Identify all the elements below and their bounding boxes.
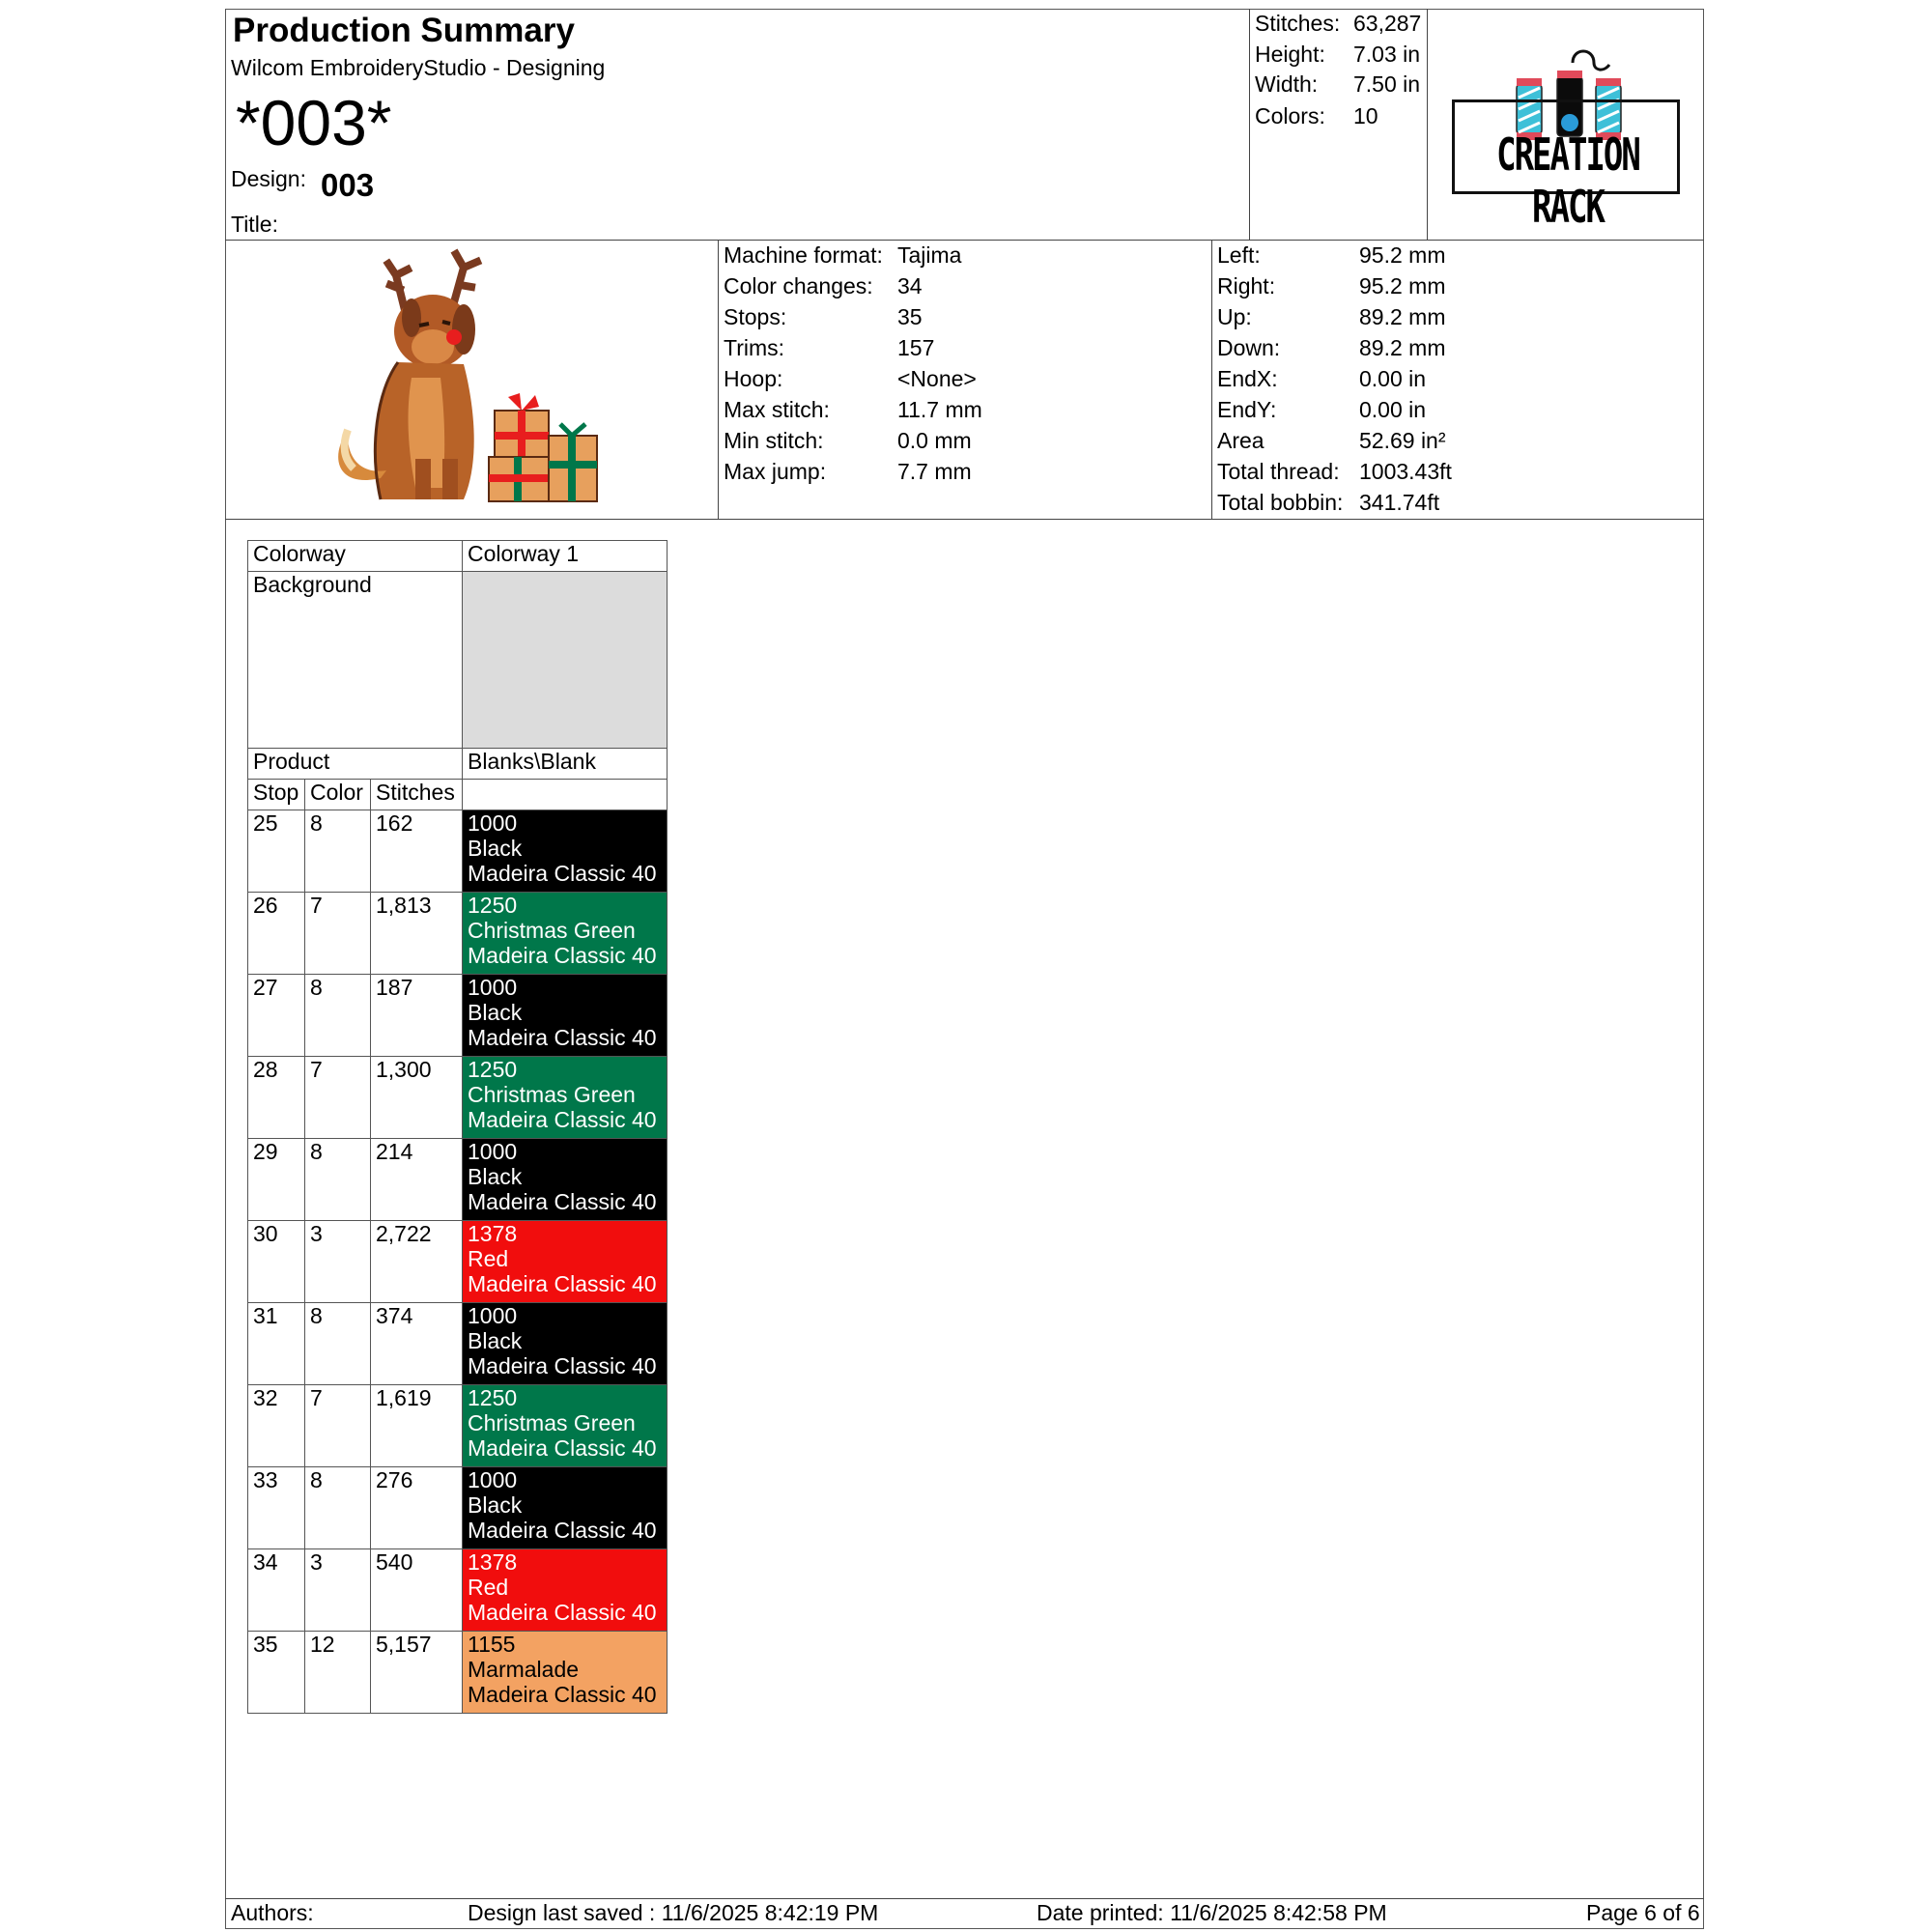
footer-authors: Authors: (231, 1900, 314, 1925)
thread-name: Black (468, 1328, 523, 1353)
col-thread-header (463, 780, 668, 810)
thread-swatch (463, 1385, 668, 1467)
background-label: Background (248, 572, 463, 749)
machine-label: Min stitch: (724, 428, 824, 453)
machine-value: 11.7 mm (897, 397, 982, 422)
creation-rack-logo (1449, 43, 1687, 234)
thread-swatch (463, 893, 668, 975)
stop-number: 29 (248, 1139, 305, 1221)
color-number: 8 (305, 975, 371, 1057)
thread-swatch (463, 1303, 668, 1385)
stop-number: 30 (248, 1221, 305, 1303)
thread-brand: Madeira Classic 40 (468, 1271, 657, 1296)
stop-row (248, 975, 668, 1057)
thread-name: Christmas Green (468, 1410, 636, 1435)
thread-brand: Madeira Classic 40 (468, 943, 657, 968)
stop-number: 33 (248, 1467, 305, 1549)
machine-label: Hoop: (724, 366, 783, 391)
thread-swatch (463, 1467, 668, 1549)
color-number: 8 (305, 810, 371, 893)
footer-date-printed: Date printed: 11/6/2025 8:42:58 PM (1037, 1900, 1387, 1925)
stop-row (248, 1221, 668, 1303)
product-value: Blanks\Blank (463, 749, 668, 780)
machine-value: Tajima (897, 242, 962, 268)
stop-number: 32 (248, 1385, 305, 1467)
footer-divider (225, 1898, 1704, 1899)
stop-row (248, 1139, 668, 1221)
app-name: Wilcom EmbroideryStudio - Designing (231, 55, 606, 80)
thread-brand: Madeira Classic 40 (468, 1353, 657, 1378)
extent-value: 95.2 mm (1359, 242, 1446, 268)
col-color-header: Color (305, 780, 371, 810)
extent-label: Left: (1217, 242, 1261, 268)
machine-label: Stops: (724, 304, 787, 329)
thread-swatch (463, 810, 668, 893)
stitch-count: 187 (371, 975, 463, 1057)
stop-number: 27 (248, 975, 305, 1057)
extent-value: 89.2 mm (1359, 335, 1446, 360)
extent-label: Total bobbin: (1217, 490, 1344, 515)
machine-label: Max jump: (724, 459, 827, 484)
colorway-row (248, 541, 668, 572)
thread-code: 1000 (468, 1139, 518, 1164)
header-divider (225, 240, 1704, 241)
stop-row (248, 1632, 668, 1714)
product-label: Product (248, 749, 463, 780)
stop-number: 35 (248, 1632, 305, 1714)
preview-divider (718, 240, 719, 519)
colorway-label: Colorway (248, 541, 463, 572)
extent-value: 95.2 mm (1359, 273, 1446, 298)
thread-name: Red (468, 1575, 509, 1600)
thread-name: Black (468, 1000, 523, 1025)
thread-name: Black (468, 1492, 523, 1518)
color-number: 7 (305, 1385, 371, 1467)
col-stop-header: Stop (248, 780, 305, 810)
thread-swatch (463, 1549, 668, 1632)
stop-number: 25 (248, 810, 305, 893)
stop-number: 31 (248, 1303, 305, 1385)
product-row (248, 749, 668, 780)
machine-value: 0.0 mm (897, 428, 972, 453)
extent-value: 341.74ft (1359, 490, 1440, 515)
thread-code: 1378 (468, 1549, 518, 1575)
stop-row (248, 1303, 668, 1385)
machine-label: Trims: (724, 335, 785, 360)
thread-brand: Madeira Classic 40 (468, 1107, 657, 1132)
footer-page-number: Page 6 of 6 (1586, 1900, 1700, 1925)
colorway-value: Colorway 1 (463, 541, 668, 572)
column-header-row (248, 780, 668, 810)
info-divider (225, 519, 1704, 520)
background-row (248, 572, 668, 749)
thread-name: Black (468, 1164, 523, 1189)
stat-label: Height: (1255, 42, 1325, 67)
stitch-count: 540 (371, 1549, 463, 1632)
thread-code: 1250 (468, 893, 518, 918)
machine-value: 34 (897, 273, 923, 298)
thread-name: Christmas Green (468, 918, 636, 943)
extent-label: Up: (1217, 304, 1252, 329)
machine-label: Max stitch: (724, 397, 830, 422)
thread-code: 1378 (468, 1221, 518, 1246)
stat-value: 10 (1353, 103, 1378, 128)
color-number: 12 (305, 1632, 371, 1714)
thread-code: 1000 (468, 1467, 518, 1492)
stop-row (248, 1057, 668, 1139)
color-number: 8 (305, 1303, 371, 1385)
stop-row (248, 1385, 668, 1467)
colorway-table (247, 540, 668, 1714)
thread-brand: Madeira Classic 40 (468, 1518, 657, 1543)
page-title: Production Summary (233, 12, 575, 49)
stat-value: 7.50 in (1353, 71, 1421, 97)
stop-number: 28 (248, 1057, 305, 1139)
machine-label: Color changes: (724, 273, 873, 298)
extent-label: Down: (1217, 335, 1281, 360)
color-number: 8 (305, 1139, 371, 1221)
design-file-name: *003* (236, 87, 392, 158)
color-number: 8 (305, 1467, 371, 1549)
stitch-count: 214 (371, 1139, 463, 1221)
stop-row (248, 1467, 668, 1549)
thread-code: 1250 (468, 1385, 518, 1410)
thread-code: 1155 (468, 1632, 516, 1657)
color-number: 7 (305, 893, 371, 975)
stitch-count: 1,300 (371, 1057, 463, 1139)
stitch-count: 1,619 (371, 1385, 463, 1467)
stitch-count: 5,157 (371, 1632, 463, 1714)
thread-swatch (463, 1139, 668, 1221)
extent-label: EndX: (1217, 366, 1278, 391)
stat-label: Colors: (1255, 103, 1325, 128)
stat-label: Width: (1255, 71, 1319, 97)
extent-label: Total thread: (1217, 459, 1340, 484)
thread-brand: Madeira Classic 40 (468, 861, 657, 886)
stop-number: 26 (248, 893, 305, 975)
stat-label: Stitches: (1255, 11, 1341, 36)
thread-name: Red (468, 1246, 509, 1271)
design-preview (319, 246, 638, 517)
extent-label: Right: (1217, 273, 1276, 298)
thread-swatch (463, 1057, 668, 1139)
stitch-count: 2,722 (371, 1221, 463, 1303)
extent-value: 0.00 in (1359, 397, 1427, 422)
thread-code: 1000 (468, 975, 518, 1000)
stitch-count: 374 (371, 1303, 463, 1385)
machine-value: <None> (897, 366, 977, 391)
thread-swatch (463, 1632, 668, 1714)
extent-label: EndY: (1217, 397, 1277, 422)
machine-value: 35 (897, 304, 923, 329)
extent-value: 52.69 in² (1359, 428, 1446, 453)
design-value: 003 (321, 167, 375, 203)
thread-code: 1000 (468, 810, 518, 836)
stop-row (248, 1549, 668, 1632)
stop-row (248, 810, 668, 893)
extent-value: 89.2 mm (1359, 304, 1446, 329)
thread-brand: Madeira Classic 40 (468, 1189, 657, 1214)
machine-label: Machine format: (724, 242, 883, 268)
stitch-count: 162 (371, 810, 463, 893)
stop-number: 34 (248, 1549, 305, 1632)
reindeer-dog-icon (319, 246, 638, 517)
thread-name: Marmalade (468, 1657, 580, 1682)
stop-row (248, 893, 668, 975)
thread-name: Christmas Green (468, 1082, 636, 1107)
thread-code: 1250 (468, 1057, 518, 1082)
extent-value: 0.00 in (1359, 366, 1427, 391)
thread-brand: Madeira Classic 40 (468, 1025, 657, 1050)
extent-label: Area (1217, 428, 1264, 453)
machine-value: 157 (897, 335, 935, 360)
thread-swatch (463, 975, 668, 1057)
thread-brand: Madeira Classic 40 (468, 1600, 657, 1625)
thread-swatch (463, 1221, 668, 1303)
col-stitches-header: Stitches (371, 780, 463, 810)
thread-brand: Madeira Classic 40 (468, 1682, 657, 1707)
stat-value: 7.03 in (1353, 42, 1421, 67)
thread-code: 1000 (468, 1303, 518, 1328)
color-number: 7 (305, 1057, 371, 1139)
title-label: Title: (231, 212, 278, 237)
footer-last-saved: Design last saved : 11/6/2025 8:42:19 PM (468, 1900, 879, 1925)
machine-divider (1211, 240, 1212, 519)
extent-value: 1003.43ft (1359, 459, 1452, 484)
thread-name: Black (468, 836, 523, 861)
design-label: Design: (231, 166, 306, 191)
background-swatch (463, 572, 668, 749)
thread-brand: Madeira Classic 40 (468, 1435, 657, 1461)
summary-divider-left (1249, 9, 1250, 240)
color-number: 3 (305, 1549, 371, 1632)
stat-value: 63,287 (1353, 11, 1422, 36)
color-number: 3 (305, 1221, 371, 1303)
machine-value: 7.7 mm (897, 459, 972, 484)
stitch-count: 276 (371, 1467, 463, 1549)
stitch-count: 1,813 (371, 893, 463, 975)
logo-text: CREATION RACK (1496, 129, 1639, 234)
summary-divider-right (1427, 9, 1428, 240)
